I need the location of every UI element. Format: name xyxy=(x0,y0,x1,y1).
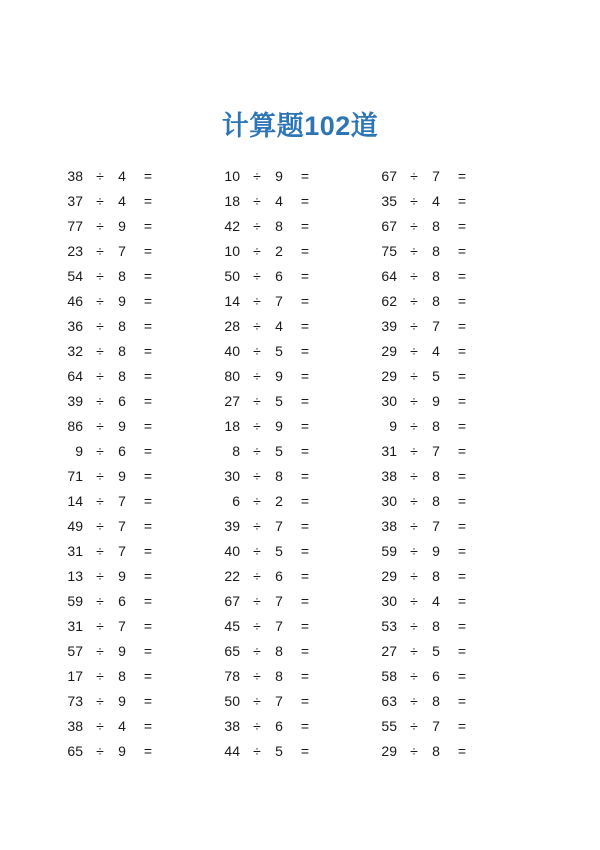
dividend: 39 xyxy=(67,393,83,409)
equals-sign: = xyxy=(300,643,310,659)
division-sign: ÷ xyxy=(96,168,104,184)
dividend: 46 xyxy=(67,293,83,309)
equals-sign: = xyxy=(143,293,153,309)
dividend: 29 xyxy=(381,568,397,584)
dividend: 63 xyxy=(381,693,397,709)
division-sign: ÷ xyxy=(253,468,261,484)
dividend: 27 xyxy=(224,393,240,409)
equals-sign: = xyxy=(457,543,467,559)
division-sign: ÷ xyxy=(410,568,418,584)
division-sign: ÷ xyxy=(253,743,261,759)
division-sign: ÷ xyxy=(410,418,418,434)
equals-sign: = xyxy=(300,368,310,384)
dividend: 59 xyxy=(381,543,397,559)
dividend: 6 xyxy=(232,493,240,509)
division-sign: ÷ xyxy=(96,643,104,659)
equals-sign: = xyxy=(300,243,310,259)
divisor: 8 xyxy=(118,368,126,384)
equals-sign: = xyxy=(457,718,467,734)
division-sign: ÷ xyxy=(410,368,418,384)
divisor: 9 xyxy=(432,543,440,559)
dividend: 40 xyxy=(224,343,240,359)
dividend: 75 xyxy=(381,243,397,259)
divisor: 9 xyxy=(275,368,283,384)
division-sign: ÷ xyxy=(253,493,261,509)
divisor: 6 xyxy=(118,443,126,459)
divisor: 8 xyxy=(432,493,440,509)
divisor: 2 xyxy=(275,493,283,509)
dividend: 29 xyxy=(381,743,397,759)
equals-sign: = xyxy=(300,468,310,484)
division-sign: ÷ xyxy=(253,643,261,659)
equals-sign: = xyxy=(143,493,153,509)
dividend: 10 xyxy=(224,168,240,184)
dividend: 30 xyxy=(381,393,397,409)
dividend: 57 xyxy=(67,643,83,659)
equals-sign: = xyxy=(457,243,467,259)
equals-sign: = xyxy=(457,393,467,409)
dividend: 77 xyxy=(67,218,83,234)
divisor: 7 xyxy=(118,543,126,559)
division-sign: ÷ xyxy=(253,243,261,259)
division-sign: ÷ xyxy=(96,593,104,609)
divisor: 7 xyxy=(118,493,126,509)
division-sign: ÷ xyxy=(410,443,418,459)
page-title: 计算题102道 xyxy=(221,111,379,141)
equals-sign: = xyxy=(457,443,467,459)
dividend: 8 xyxy=(232,443,240,459)
divisor: 5 xyxy=(275,393,283,409)
dividend: 27 xyxy=(381,643,397,659)
dividend: 42 xyxy=(224,218,240,234)
divisor: 7 xyxy=(432,518,440,534)
division-sign: ÷ xyxy=(410,268,418,284)
equals-sign: = xyxy=(143,318,153,334)
equals-sign: = xyxy=(143,168,153,184)
division-sign: ÷ xyxy=(96,693,104,709)
division-sign: ÷ xyxy=(253,443,261,459)
division-sign: ÷ xyxy=(96,318,104,334)
equals-sign: = xyxy=(457,193,467,209)
dividend: 67 xyxy=(381,168,397,184)
division-sign: ÷ xyxy=(410,293,418,309)
equals-sign: = xyxy=(457,493,467,509)
dividend: 30 xyxy=(381,493,397,509)
divisor: 8 xyxy=(432,618,440,634)
equals-sign: = xyxy=(143,418,153,434)
equals-sign: = xyxy=(143,343,153,359)
division-sign: ÷ xyxy=(253,393,261,409)
equals-sign: = xyxy=(143,593,153,609)
divisor: 8 xyxy=(432,268,440,284)
divisor: 8 xyxy=(432,468,440,484)
equals-sign: = xyxy=(457,593,467,609)
dividend: 73 xyxy=(67,693,83,709)
division-sign: ÷ xyxy=(253,668,261,684)
equals-sign: = xyxy=(300,418,310,434)
dividend: 29 xyxy=(381,343,397,359)
division-sign: ÷ xyxy=(96,193,104,209)
equals-sign: = xyxy=(143,193,153,209)
dividend: 64 xyxy=(381,268,397,284)
dividend: 38 xyxy=(381,518,397,534)
equals-sign: = xyxy=(143,468,153,484)
division-sign: ÷ xyxy=(410,543,418,559)
division-sign: ÷ xyxy=(96,218,104,234)
divisor: 8 xyxy=(432,693,440,709)
dividend: 31 xyxy=(67,618,83,634)
equals-sign: = xyxy=(143,718,153,734)
dividend: 37 xyxy=(67,193,83,209)
dividend: 17 xyxy=(67,668,83,684)
division-sign: ÷ xyxy=(410,668,418,684)
dividend: 30 xyxy=(381,593,397,609)
division-sign: ÷ xyxy=(96,418,104,434)
divisor: 9 xyxy=(118,468,126,484)
divisor: 8 xyxy=(118,668,126,684)
dividend: 39 xyxy=(381,318,397,334)
dividend: 31 xyxy=(67,543,83,559)
equals-sign: = xyxy=(300,518,310,534)
dividend: 59 xyxy=(67,593,83,609)
division-sign: ÷ xyxy=(96,243,104,259)
equals-sign: = xyxy=(457,743,467,759)
dividend: 30 xyxy=(224,468,240,484)
division-sign: ÷ xyxy=(253,518,261,534)
division-sign: ÷ xyxy=(253,718,261,734)
divisor: 4 xyxy=(432,193,440,209)
division-sign: ÷ xyxy=(96,293,104,309)
division-sign: ÷ xyxy=(96,368,104,384)
division-sign: ÷ xyxy=(253,218,261,234)
equals-sign: = xyxy=(300,568,310,584)
equals-sign: = xyxy=(143,518,153,534)
equals-sign: = xyxy=(457,293,467,309)
equals-sign: = xyxy=(457,268,467,284)
equals-sign: = xyxy=(300,193,310,209)
equals-sign: = xyxy=(300,543,310,559)
dividend: 44 xyxy=(224,743,240,759)
equals-sign: = xyxy=(300,618,310,634)
divisor: 6 xyxy=(275,718,283,734)
equals-sign: = xyxy=(457,418,467,434)
equals-sign: = xyxy=(300,493,310,509)
divisor: 9 xyxy=(118,418,126,434)
divisor: 7 xyxy=(275,693,283,709)
divisor: 8 xyxy=(432,418,440,434)
divisor: 8 xyxy=(118,318,126,334)
equals-sign: = xyxy=(300,318,310,334)
division-sign: ÷ xyxy=(410,318,418,334)
divisor: 8 xyxy=(432,243,440,259)
division-sign: ÷ xyxy=(410,643,418,659)
divisor: 4 xyxy=(275,193,283,209)
equals-sign: = xyxy=(143,543,153,559)
divisor: 5 xyxy=(275,443,283,459)
division-sign: ÷ xyxy=(410,618,418,634)
division-sign: ÷ xyxy=(410,243,418,259)
divisor: 9 xyxy=(118,568,126,584)
equals-sign: = xyxy=(457,468,467,484)
equals-sign: = xyxy=(300,393,310,409)
divisor: 7 xyxy=(432,168,440,184)
divisor: 7 xyxy=(275,593,283,609)
divisor: 4 xyxy=(118,168,126,184)
division-sign: ÷ xyxy=(253,318,261,334)
divisor: 5 xyxy=(432,643,440,659)
division-sign: ÷ xyxy=(410,693,418,709)
division-sign: ÷ xyxy=(96,268,104,284)
equals-sign: = xyxy=(143,243,153,259)
dividend: 54 xyxy=(67,268,83,284)
division-sign: ÷ xyxy=(253,268,261,284)
divisor: 7 xyxy=(275,293,283,309)
division-sign: ÷ xyxy=(410,493,418,509)
division-sign: ÷ xyxy=(253,543,261,559)
dividend: 80 xyxy=(224,368,240,384)
division-sign: ÷ xyxy=(410,743,418,759)
dividend: 38 xyxy=(67,718,83,734)
divisor: 7 xyxy=(118,518,126,534)
dividend: 38 xyxy=(381,468,397,484)
divisor: 8 xyxy=(275,218,283,234)
dividend: 65 xyxy=(224,643,240,659)
dividend: 10 xyxy=(224,243,240,259)
divisor: 7 xyxy=(432,443,440,459)
equals-sign: = xyxy=(143,368,153,384)
divisor: 9 xyxy=(118,693,126,709)
equals-sign: = xyxy=(143,568,153,584)
division-sign: ÷ xyxy=(96,718,104,734)
division-sign: ÷ xyxy=(253,368,261,384)
dividend: 9 xyxy=(75,443,83,459)
divisor: 9 xyxy=(275,418,283,434)
division-sign: ÷ xyxy=(410,193,418,209)
equals-sign: = xyxy=(457,318,467,334)
equals-sign: = xyxy=(143,393,153,409)
dividend: 18 xyxy=(224,418,240,434)
equals-sign: = xyxy=(143,643,153,659)
equals-sign: = xyxy=(457,668,467,684)
division-sign: ÷ xyxy=(96,443,104,459)
division-sign: ÷ xyxy=(253,293,261,309)
dividend: 13 xyxy=(67,568,83,584)
divisor: 2 xyxy=(275,243,283,259)
divisor: 5 xyxy=(275,743,283,759)
division-sign: ÷ xyxy=(410,518,418,534)
dividend: 67 xyxy=(224,593,240,609)
division-sign: ÷ xyxy=(410,393,418,409)
divisor: 8 xyxy=(432,743,440,759)
divisor: 9 xyxy=(432,393,440,409)
equals-sign: = xyxy=(143,443,153,459)
division-sign: ÷ xyxy=(96,543,104,559)
equals-sign: = xyxy=(300,693,310,709)
dividend: 36 xyxy=(67,318,83,334)
divisor: 8 xyxy=(118,343,126,359)
divisor: 9 xyxy=(118,643,126,659)
equals-sign: = xyxy=(143,218,153,234)
division-sign: ÷ xyxy=(253,593,261,609)
dividend: 53 xyxy=(381,618,397,634)
dividend: 32 xyxy=(67,343,83,359)
dividend: 45 xyxy=(224,618,240,634)
dividend: 31 xyxy=(381,443,397,459)
divisor: 9 xyxy=(118,743,126,759)
equals-sign: = xyxy=(143,743,153,759)
division-sign: ÷ xyxy=(253,618,261,634)
division-sign: ÷ xyxy=(96,518,104,534)
divisor: 6 xyxy=(432,668,440,684)
divisor: 8 xyxy=(432,568,440,584)
dividend: 58 xyxy=(381,668,397,684)
division-sign: ÷ xyxy=(253,343,261,359)
dividend: 40 xyxy=(224,543,240,559)
divisor: 8 xyxy=(118,268,126,284)
dividend: 55 xyxy=(381,718,397,734)
equals-sign: = xyxy=(300,743,310,759)
division-sign: ÷ xyxy=(96,493,104,509)
divisor: 5 xyxy=(432,368,440,384)
divisor: 4 xyxy=(275,318,283,334)
equals-sign: = xyxy=(457,218,467,234)
divisor: 7 xyxy=(432,318,440,334)
equals-sign: = xyxy=(143,693,153,709)
division-sign: ÷ xyxy=(253,693,261,709)
divisor: 4 xyxy=(432,593,440,609)
equals-sign: = xyxy=(300,668,310,684)
equals-sign: = xyxy=(300,293,310,309)
divisor: 8 xyxy=(275,668,283,684)
divisor: 7 xyxy=(118,243,126,259)
equals-sign: = xyxy=(457,368,467,384)
divisor: 9 xyxy=(118,293,126,309)
equals-sign: = xyxy=(457,693,467,709)
equals-sign: = xyxy=(300,168,310,184)
dividend: 14 xyxy=(224,293,240,309)
equals-sign: = xyxy=(457,643,467,659)
equals-sign: = xyxy=(457,618,467,634)
dividend: 65 xyxy=(67,743,83,759)
dividend: 64 xyxy=(67,368,83,384)
dividend: 78 xyxy=(224,668,240,684)
equals-sign: = xyxy=(300,593,310,609)
divisor: 5 xyxy=(275,543,283,559)
divisor: 6 xyxy=(118,593,126,609)
division-sign: ÷ xyxy=(410,343,418,359)
dividend: 62 xyxy=(381,293,397,309)
equals-sign: = xyxy=(457,518,467,534)
divisor: 4 xyxy=(432,343,440,359)
dividend: 23 xyxy=(67,243,83,259)
division-sign: ÷ xyxy=(253,168,261,184)
division-sign: ÷ xyxy=(96,468,104,484)
dividend: 28 xyxy=(224,318,240,334)
divisor: 4 xyxy=(118,193,126,209)
division-sign: ÷ xyxy=(410,468,418,484)
equals-sign: = xyxy=(143,668,153,684)
division-sign: ÷ xyxy=(96,393,104,409)
divisor: 6 xyxy=(118,393,126,409)
divisor: 8 xyxy=(432,218,440,234)
divisor: 7 xyxy=(275,618,283,634)
divisor: 8 xyxy=(432,293,440,309)
divisor: 6 xyxy=(275,268,283,284)
equals-sign: = xyxy=(457,168,467,184)
division-sign: ÷ xyxy=(96,743,104,759)
dividend: 71 xyxy=(67,468,83,484)
dividend: 50 xyxy=(224,693,240,709)
dividend: 38 xyxy=(224,718,240,734)
division-sign: ÷ xyxy=(96,568,104,584)
division-sign: ÷ xyxy=(410,218,418,234)
dividend: 29 xyxy=(381,368,397,384)
dividend: 39 xyxy=(224,518,240,534)
divisor: 9 xyxy=(275,168,283,184)
equals-sign: = xyxy=(300,268,310,284)
division-sign: ÷ xyxy=(410,593,418,609)
division-sign: ÷ xyxy=(96,668,104,684)
division-sign: ÷ xyxy=(96,618,104,634)
divisor: 7 xyxy=(275,518,283,534)
equals-sign: = xyxy=(457,343,467,359)
divisor: 5 xyxy=(275,343,283,359)
divisor: 7 xyxy=(432,718,440,734)
divisor: 8 xyxy=(275,643,283,659)
dividend: 22 xyxy=(224,568,240,584)
equals-sign: = xyxy=(143,618,153,634)
divisor: 9 xyxy=(118,218,126,234)
dividend: 67 xyxy=(381,218,397,234)
equals-sign: = xyxy=(300,443,310,459)
dividend: 35 xyxy=(381,193,397,209)
division-sign: ÷ xyxy=(410,718,418,734)
divisor: 6 xyxy=(275,568,283,584)
equals-sign: = xyxy=(300,718,310,734)
divisor: 8 xyxy=(275,468,283,484)
division-sign: ÷ xyxy=(96,343,104,359)
dividend: 18 xyxy=(224,193,240,209)
dividend: 50 xyxy=(224,268,240,284)
dividend: 86 xyxy=(67,418,83,434)
division-sign: ÷ xyxy=(253,193,261,209)
equals-sign: = xyxy=(457,568,467,584)
equals-sign: = xyxy=(300,218,310,234)
dividend: 9 xyxy=(389,418,397,434)
equals-sign: = xyxy=(143,268,153,284)
dividend: 38 xyxy=(67,168,83,184)
division-sign: ÷ xyxy=(410,168,418,184)
dividend: 49 xyxy=(67,518,83,534)
equals-sign: = xyxy=(300,343,310,359)
division-sign: ÷ xyxy=(253,568,261,584)
dividend: 14 xyxy=(67,493,83,509)
division-sign: ÷ xyxy=(253,418,261,434)
divisor: 4 xyxy=(118,718,126,734)
divisor: 7 xyxy=(118,618,126,634)
